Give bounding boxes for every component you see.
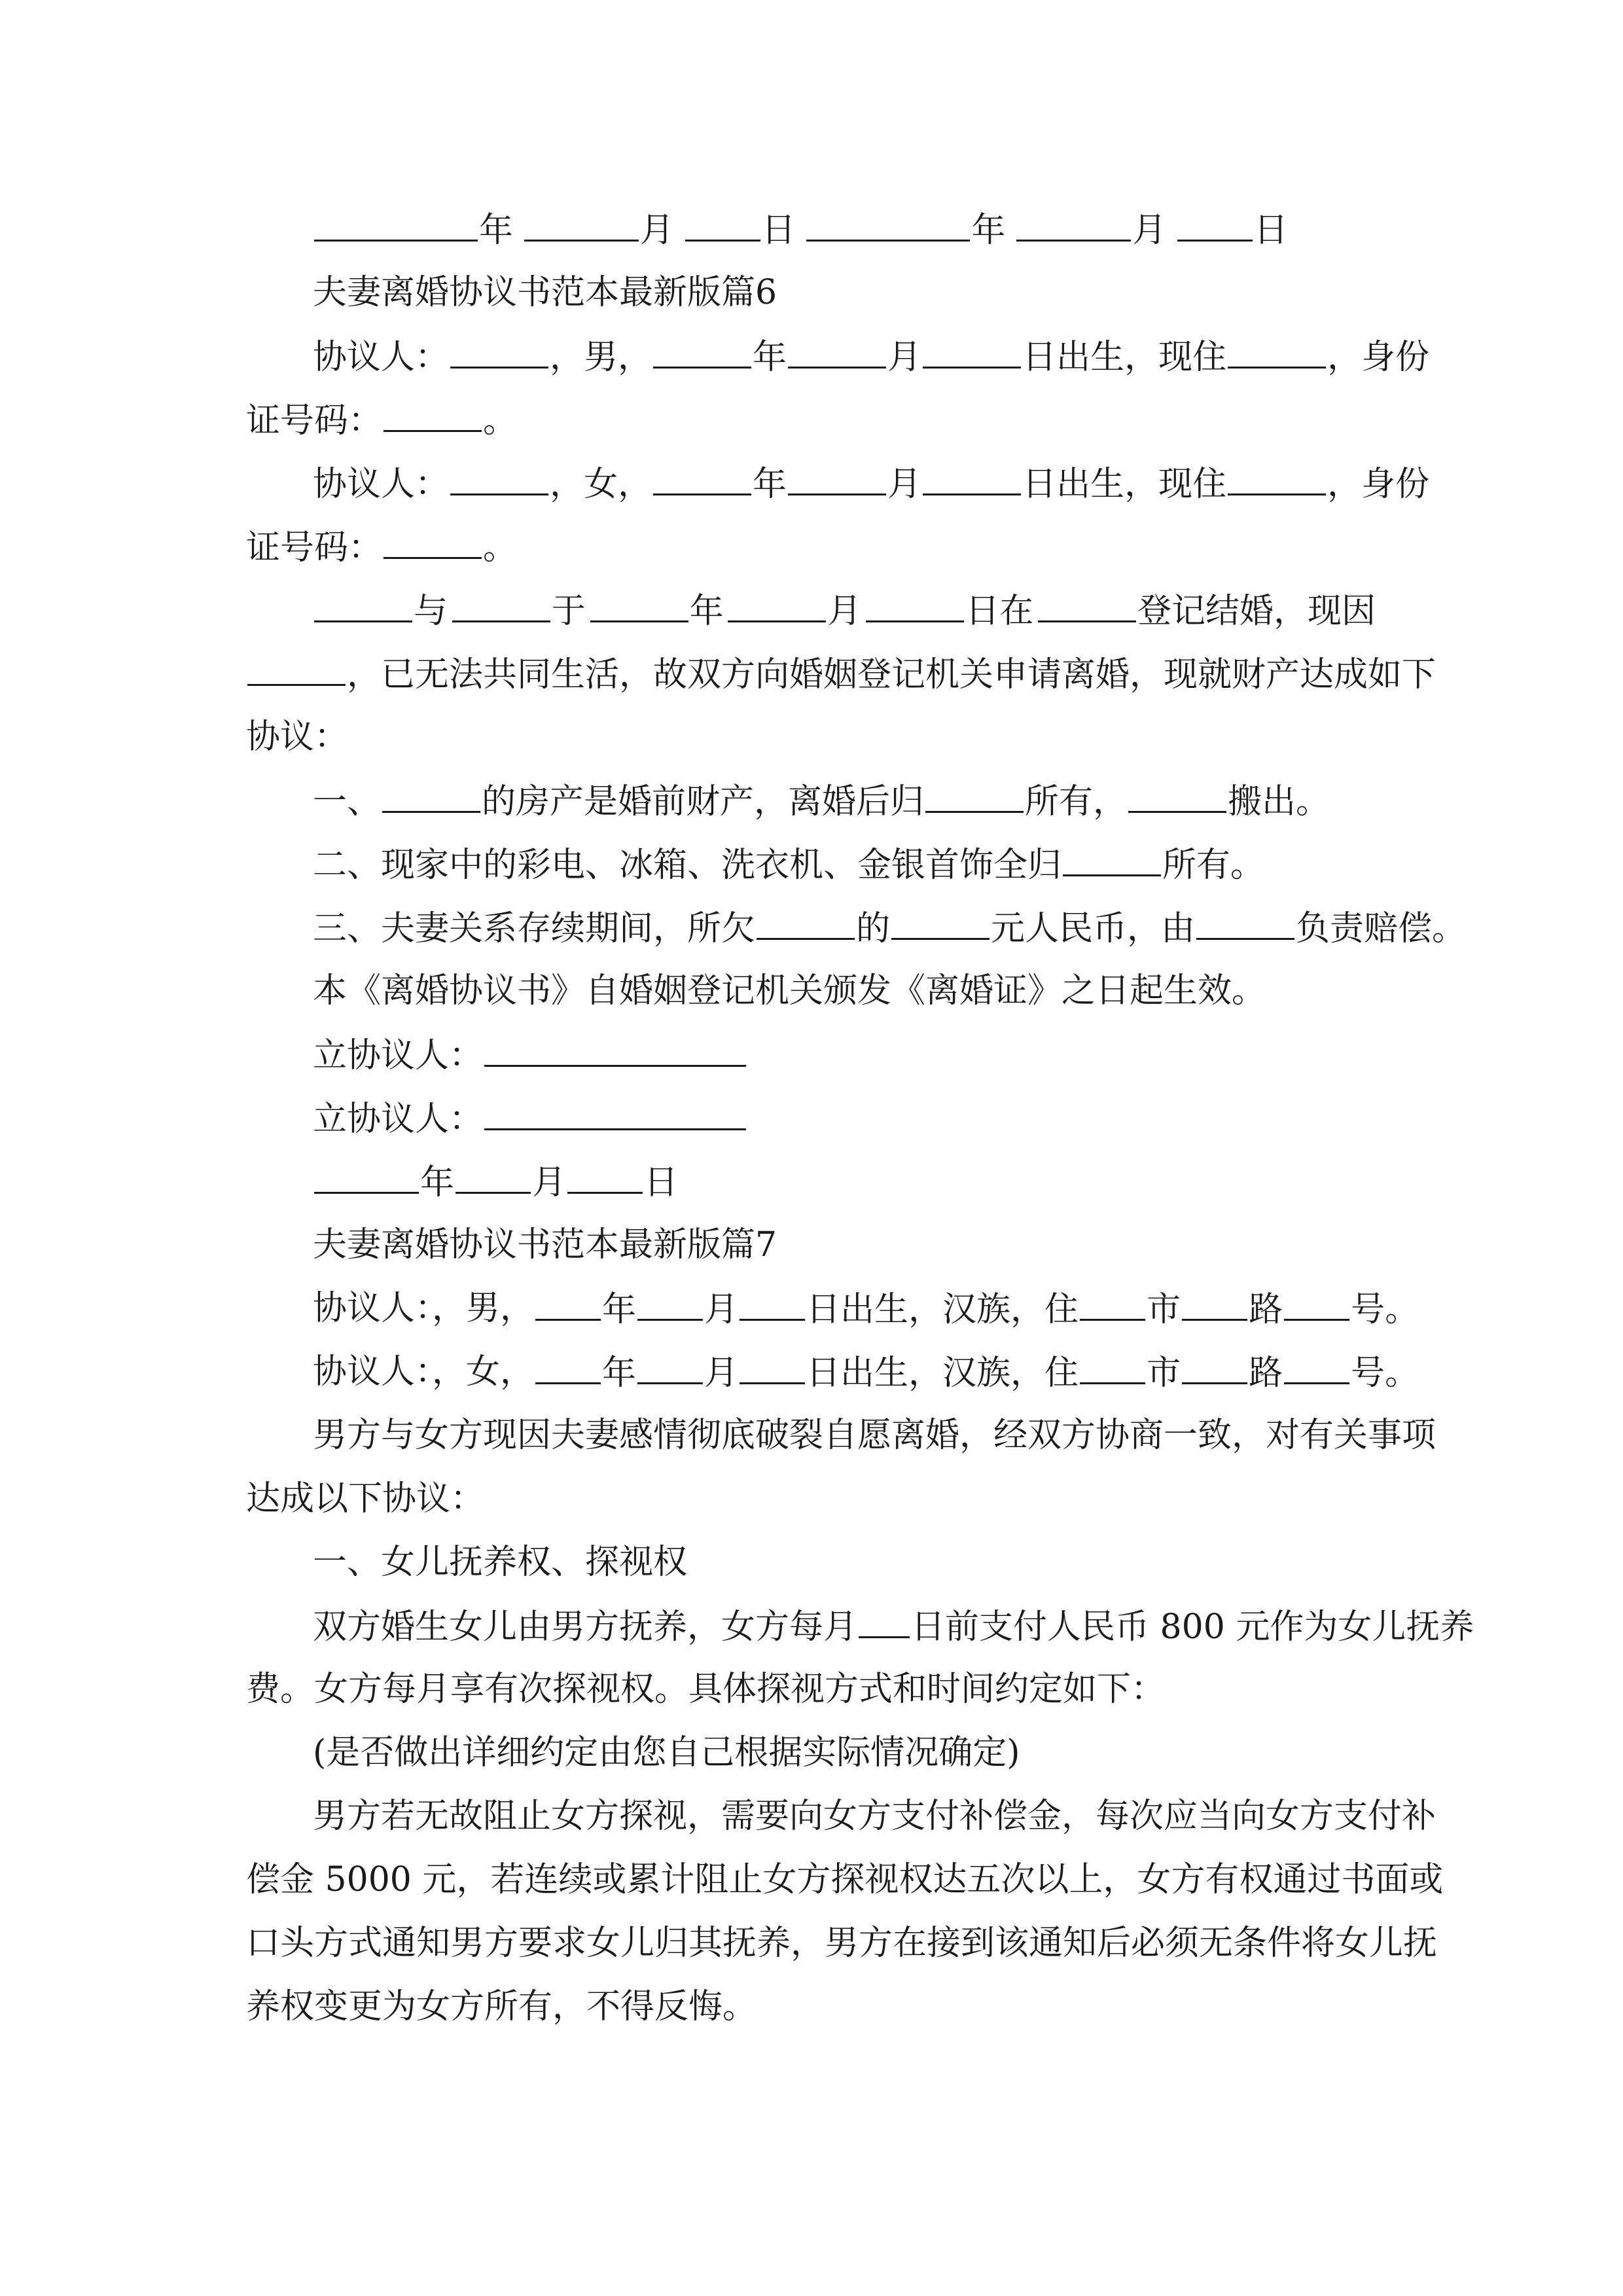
text: 所有， <box>1025 782 1128 821</box>
signature-line-1 <box>313 1035 747 1074</box>
text: 三、夫妻关系存续期间，所欠 <box>313 909 756 948</box>
clause-2 <box>313 844 1264 884</box>
label: 证号码： <box>246 401 383 440</box>
party-b-line <box>313 463 1430 504</box>
section-title-7: 夫妻离婚协议书范本最新版篇7 <box>313 1225 777 1265</box>
signature-line-2 <box>313 1098 747 1138</box>
section-title-6: 夫妻离婚协议书范本最新版篇6 <box>313 273 777 312</box>
text: 与 <box>414 592 448 631</box>
text-number: 号。 <box>1351 1290 1419 1329</box>
gender: ，女， <box>550 465 652 504</box>
text: 登记结婚，现因 <box>1137 592 1376 631</box>
text-month: 月 <box>704 1290 739 1329</box>
text: ，已无法共同生活，故双方向婚姻登记机关申请离婚，现就财产达成如下 <box>347 655 1436 694</box>
p7-penalty-3: 口头方式通知男方要求女儿归其抚养，男方在接到该通知后必须无条件将女儿抚 <box>246 1924 1438 1963</box>
text-born: 日出生，汉族，住 <box>806 1354 1079 1393</box>
label: 立协议人： <box>313 1036 484 1075</box>
label: 协议人：，男， <box>313 1289 535 1328</box>
text-month: 月 <box>532 1163 567 1202</box>
date-row-top <box>313 209 1288 249</box>
clause-1 <box>313 781 1330 820</box>
text-born: 日出生，汉族，住 <box>806 1290 1079 1329</box>
text-year: 年 <box>479 211 514 250</box>
punct: 。 <box>483 528 518 567</box>
text-day: 日在 <box>965 592 1034 631</box>
punct: 。 <box>483 401 518 440</box>
date-row-6 <box>313 1162 678 1201</box>
text-year: 年 <box>971 211 1006 250</box>
text-year: 年 <box>753 465 787 504</box>
p7-penalty-4: 养权变更为女方所有，不得反悔。 <box>246 1987 757 2026</box>
text: 日前支付人民币 800 元作为女儿抚养 <box>911 1607 1474 1647</box>
text-city: 市 <box>1147 1290 1181 1329</box>
text-city: 市 <box>1147 1354 1181 1393</box>
text: 二、现家中的彩电、冰箱、洗衣机、金银首饰全归 <box>313 846 1062 885</box>
label: 立协议人： <box>313 1100 484 1139</box>
text-id: ，身份 <box>1327 465 1430 504</box>
p7-penalty-2: 偿金 5000 元，若连续或累计阻止女方探视权达五次以上，女方有权通过书面或 <box>246 1860 1444 1899</box>
text: 双方婚生女儿由男方抚养，女方每月 <box>313 1607 858 1647</box>
p7-intro-1: 男方与女方现因夫妻感情彻底破裂自愿离婚，经双方协商一致，对有关事项 <box>313 1416 1436 1455</box>
p7-custody-2: 费。女方每月享有次探视权。具体探视方式和时间约定如下： <box>246 1670 1166 1709</box>
party-a-line <box>313 336 1430 377</box>
label: 协议人： <box>313 338 450 377</box>
marriage-line-2 <box>246 654 1436 693</box>
clause-3 <box>313 908 1466 947</box>
text: 于 <box>551 592 586 631</box>
label: 协议人：，女， <box>313 1352 535 1391</box>
marriage-line-3: 协议： <box>246 717 349 757</box>
text-day: 日 <box>644 1163 679 1202</box>
label: 协议人： <box>313 465 450 504</box>
text-born: 日出生，现住 <box>1022 338 1227 377</box>
p7-custody-1 <box>313 1606 1474 1645</box>
text-month: 月 <box>639 211 674 250</box>
text: 负责赔偿。 <box>1296 909 1467 948</box>
p7-note: (是否做出详细约定由您自己根据实际情况确定) <box>313 1733 1020 1772</box>
text-id: ，身份 <box>1327 338 1430 377</box>
text: 所有。 <box>1162 846 1265 885</box>
text-year: 年 <box>602 1354 637 1393</box>
gender: ，男， <box>550 338 652 377</box>
effect-line: 本《离婚协议书》自婚姻登记机关颁发《离婚证》之日起生效。 <box>313 971 1266 1011</box>
text-number: 号。 <box>1351 1354 1419 1393</box>
text-day: 日 <box>1253 211 1288 250</box>
p7-section-1-heading: 一、女儿抚养权、探视权 <box>313 1543 688 1582</box>
p7-penalty-1: 男方若无故阻止女方探视，需要向女方支付补偿金，每次应当向女方支付补 <box>313 1797 1436 1836</box>
text-road: 路 <box>1249 1354 1283 1393</box>
text-born: 日出生，现住 <box>1022 465 1227 504</box>
text-month: 月 <box>704 1354 739 1393</box>
text: 搬出。 <box>1228 782 1330 821</box>
text-year: 年 <box>689 592 724 631</box>
text: 的 <box>856 909 891 948</box>
text: 一、 <box>313 782 382 821</box>
marriage-line <box>313 590 1376 630</box>
p7-party-b-line <box>313 1352 1419 1393</box>
text-month: 月 <box>827 592 862 631</box>
label: 证号码： <box>246 528 383 567</box>
text-month: 月 <box>887 465 922 504</box>
text-road: 路 <box>1249 1290 1283 1329</box>
text-month: 月 <box>1132 211 1167 250</box>
party-b-id-line <box>246 527 517 566</box>
party-a-id-line <box>246 400 517 439</box>
text: 元人民币，由 <box>991 909 1196 948</box>
text-year: 年 <box>420 1163 455 1202</box>
text: 的房产是婚前财产，离婚后归 <box>482 782 925 821</box>
text-year: 年 <box>753 338 787 377</box>
text-year: 年 <box>602 1290 637 1329</box>
text-month: 月 <box>887 338 922 377</box>
p7-intro-2: 达成以下协议： <box>246 1479 485 1518</box>
p7-party-a-line <box>313 1289 1419 1329</box>
text-day: 日 <box>761 211 796 250</box>
